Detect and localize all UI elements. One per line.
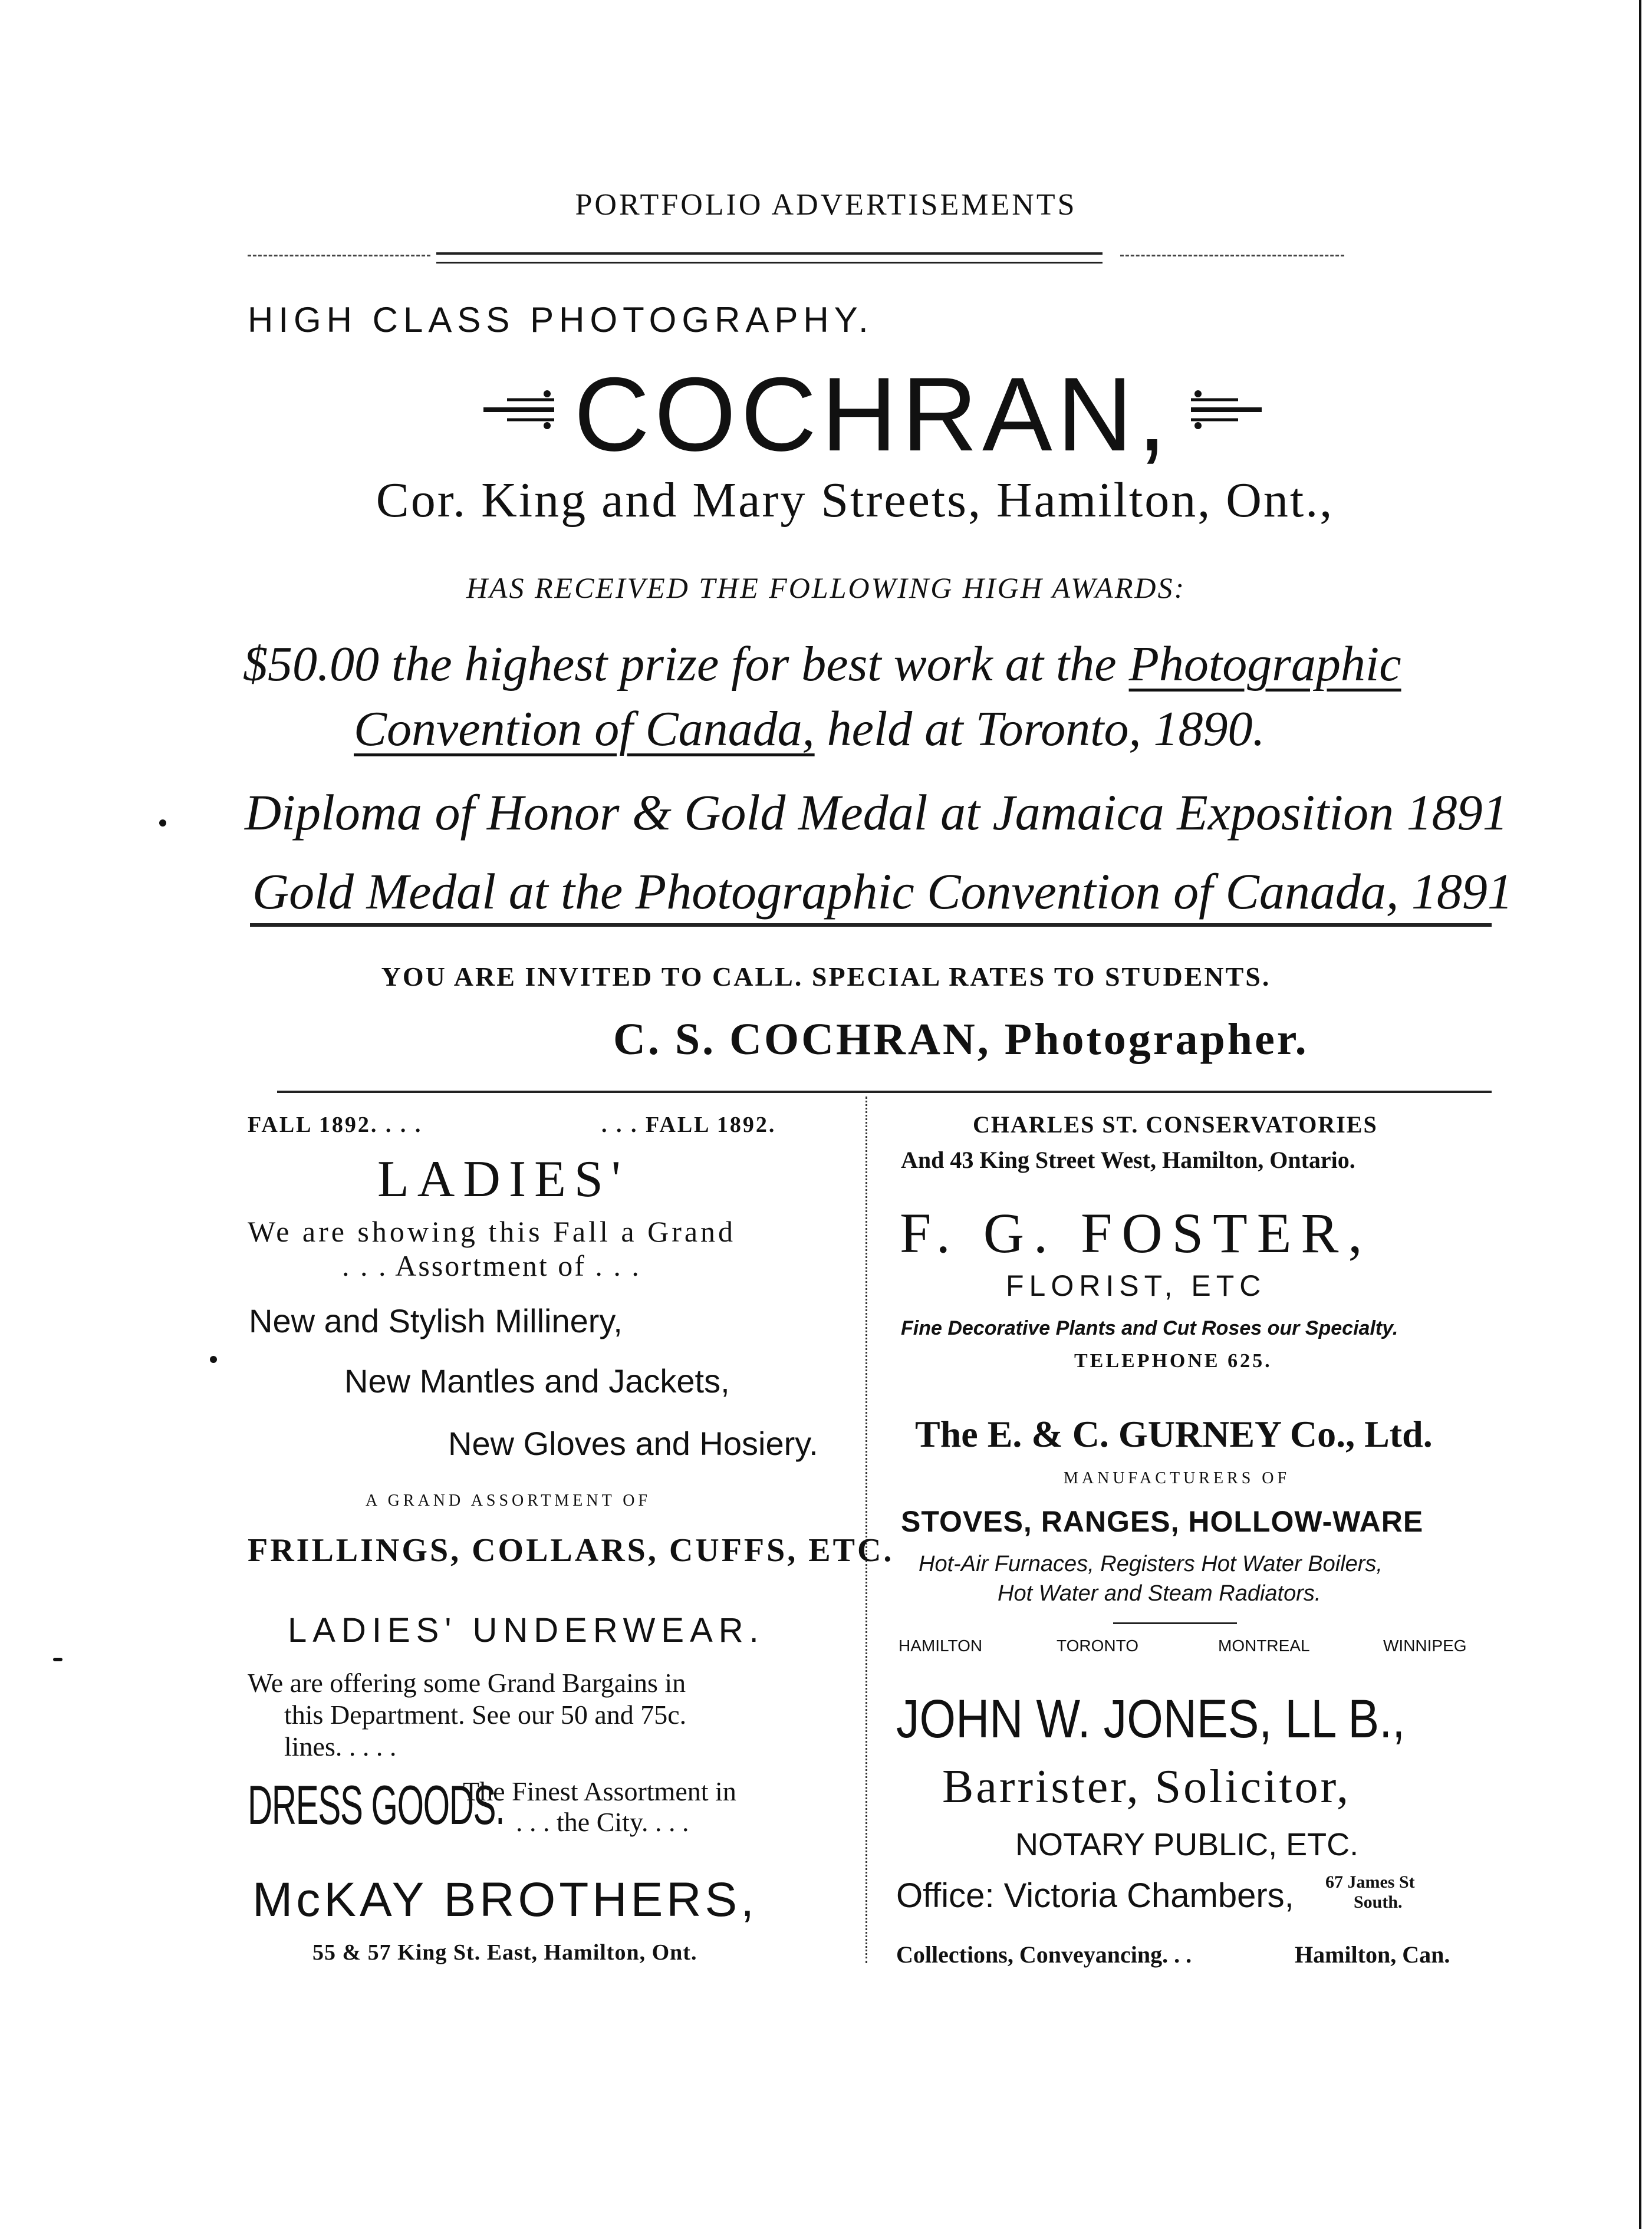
jones-title: Barrister, Solicitor, <box>942 1761 1351 1813</box>
gurney-city-toronto: TORONTO <box>1057 1637 1138 1655</box>
print-mark-1 <box>159 819 166 827</box>
foster-name: F. G. FOSTER, <box>900 1201 1372 1265</box>
page-edge-line <box>1639 0 1641 2229</box>
item-mantles: New Mantles and Jackets, <box>344 1362 730 1400</box>
print-mark-2 <box>210 1356 217 1363</box>
cochran-invite: YOU ARE INVITED TO CALL. SPECIAL RATES TO STUDENTS. <box>381 962 1271 992</box>
dress-goods: DRESS GOODS. <box>248 1774 505 1836</box>
item-gloves: New Gloves and Hosiery. <box>448 1425 818 1462</box>
gurney-products: STOVES, RANGES, HOLLOW-WARE <box>901 1505 1424 1538</box>
foster-trade: FLORIST, ETC <box>1006 1269 1266 1302</box>
gurney-role: MANUFACTURERS OF <box>1064 1469 1291 1487</box>
underwear-heading: LADIES' UNDERWEAR. <box>288 1611 765 1649</box>
bargains-line-2: this Department. See our 50 and 75c. <box>284 1700 687 1730</box>
top-divider-left <box>248 255 430 256</box>
columns-top-divider <box>277 1091 1492 1093</box>
cochran-ornament-left <box>483 389 554 430</box>
mckay-address: 55 & 57 King St. East, Hamilton, Ont. <box>312 1940 697 1965</box>
award-1-text: $50.00 the highest prize for best work at the <box>243 637 1117 692</box>
season-left: FALL 1892. . . . <box>248 1112 423 1137</box>
award-1-underlined: Photographic <box>1128 637 1401 692</box>
jones-footer-right: Hamilton, Can. <box>1295 1941 1450 1968</box>
mckay-firm: McKAY BROTHERS, <box>252 1873 758 1927</box>
foster-specialty: Fine Decorative Plants and Cut Roses our Specialty. <box>901 1317 1398 1339</box>
running-head: PORTFOLIO ADVERTISEMENTS <box>575 188 1077 222</box>
gurney-city-winnipeg: WINNIPEG <box>1383 1637 1467 1655</box>
jones-office-addr-2: South. <box>1354 1892 1403 1912</box>
top-divider-main-2 <box>436 262 1103 264</box>
foster-line-1: CHARLES ST. CONSERVATORIES <box>973 1111 1378 1138</box>
ornament-left-icon <box>483 389 554 430</box>
jones-notary: NOTARY PUBLIC, ETC. <box>1015 1827 1359 1862</box>
jones-office: Office: Victoria Chambers, <box>896 1876 1294 1915</box>
gurney-city-montreal: MONTREAL <box>1218 1637 1310 1655</box>
gurney-line-1: Hot-Air Furnaces, Registers Hot Water Boilers, <box>919 1552 1383 1576</box>
gurney-divider <box>1113 1622 1237 1624</box>
season-right: . . . FALL 1892. <box>601 1112 776 1137</box>
intro-line-1: We are showing this Fall a Grand <box>248 1215 736 1248</box>
award-1-underlined-2: Convention of Canada, <box>354 702 815 756</box>
ladies-heading: LADIES' <box>377 1151 629 1208</box>
foster-line-2: And 43 King Street West, Hamilton, Ontario. <box>901 1147 1355 1173</box>
cochran-address: Cor. King and Mary Streets, Hamilton, Ont., <box>376 473 1334 528</box>
awards-intro: HAS RECEIVED THE FOLLOWING HIGH AWARDS: <box>466 571 1186 604</box>
jones-name: JOHN W. JONES, LL B., <box>896 1689 1406 1749</box>
top-divider-main <box>436 252 1103 255</box>
bargains-line-3: lines. . . . . <box>284 1731 397 1762</box>
cochran-ornament-right <box>1191 389 1262 430</box>
grand-assortment: A GRAND ASSORTMENT OF <box>366 1492 651 1510</box>
cochran-name: COCHRAN, <box>574 355 1171 473</box>
bargains-line-1: We are offering some Grand Bargains in <box>248 1668 686 1698</box>
jones-office-addr-1: 67 James St <box>1325 1872 1415 1892</box>
award-3-underline <box>250 923 1492 927</box>
frillings: FRILLINGS, COLLARS, CUFFS, ETC. <box>248 1532 894 1569</box>
intro-line-2: . . . Assortment of . . . <box>342 1249 641 1282</box>
ornament-right-icon <box>1191 389 1262 430</box>
award-1-text-2: held at Toronto, 1890. <box>827 702 1265 756</box>
gurney-name: The E. & C. GURNEY Co., Ltd. <box>915 1413 1433 1455</box>
award-2: Diploma of Honor & Gold Medal at Jamaica Exposition 1891 <box>245 784 1508 841</box>
dress-desc-line-1: The Finest Assortment in <box>463 1776 736 1806</box>
award-3: Gold Medal at the Photographic Convention of Canada, 1891 <box>252 863 1513 920</box>
gurney-city-hamilton: HAMILTON <box>899 1637 983 1655</box>
dress-desc-line-2: . . . the City. . . . <box>516 1807 689 1837</box>
top-divider-right <box>1120 255 1344 256</box>
item-millinery: New and Stylish Millinery, <box>249 1302 623 1339</box>
jones-footer-left: Collections, Conveyancing. . . <box>896 1941 1192 1968</box>
gurney-line-2: Hot Water and Steam Radiators. <box>998 1581 1321 1606</box>
cochran-signature: C. S. COCHRAN, Photographer. <box>613 1015 1309 1064</box>
award-1-line-1 <box>243 636 1401 693</box>
award-1-line-2 <box>354 700 1265 758</box>
foster-telephone: TELEPHONE 625. <box>1074 1350 1272 1372</box>
column-separator <box>866 1097 867 1963</box>
cochran-kicker: HIGH CLASS PHOTOGRAPHY. <box>248 300 874 340</box>
print-mark-3 <box>53 1658 62 1661</box>
